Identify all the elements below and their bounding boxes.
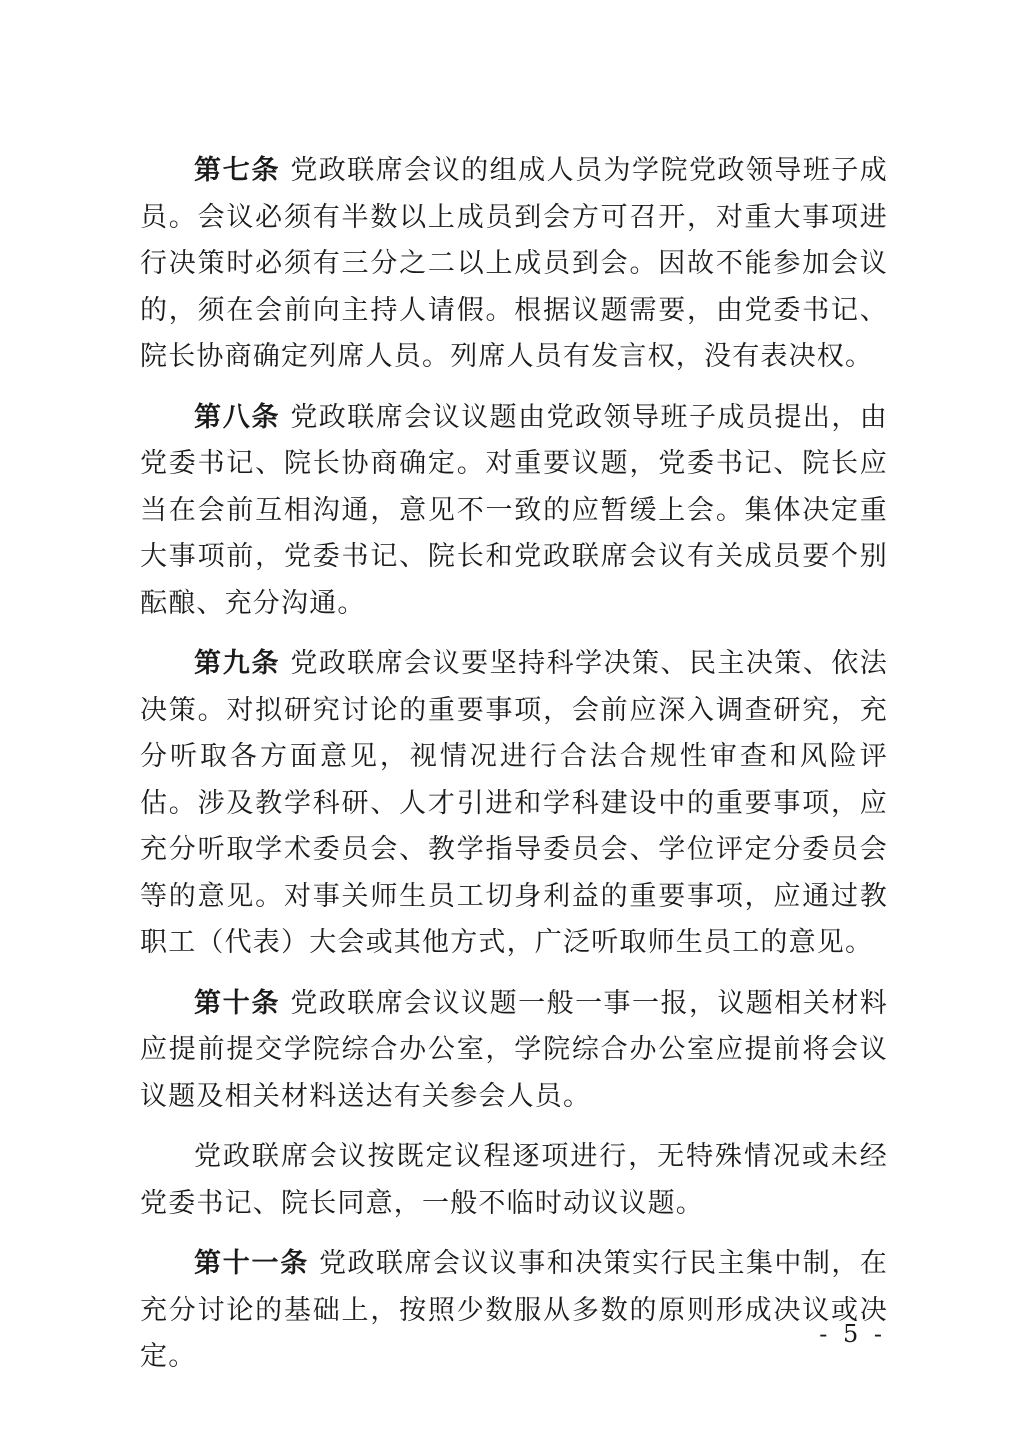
article-9-text: 党政联席会议要坚持科学决策、民主决策、依法决策。对拟研究讨论的重要事项，会前应深入调查研究，充分听取各方面意见，视情况进行合法合规性审查和风险评估。涉及教学科研、人才引进和学科建设中的重要事项，应充分听取学术委员会、教学指导委员会、学位评定分委员会等的意见。对事关师生员工切身利益的重要事项，应通过教职工（代表）大会或其他方式，广泛听取师生员工的意见。 — [140, 648, 889, 958]
article-11-text: 党政联席会议议事和决策实行民主集中制，在充分讨论的基础上，按照少数服从多数的原则形成决议或决定。 — [140, 1248, 889, 1372]
article-8-text: 党政联席会议议题由党政领导班子成员提出，由党委书记、院长协商确定。对重要议题，党委书记、院长应当在会前互相沟通，意见不一致的应暂缓上会。集体决定重大事项前，党委书记、院长和党政联席会议有关成员要个别酝酿、充分沟通。 — [140, 401, 889, 619]
article-10 — [140, 981, 888, 1121]
article-11 — [140, 1241, 888, 1381]
article-11-title: 第十一条 — [194, 1248, 310, 1279]
article-7-title: 第七条 — [194, 155, 281, 186]
page-number: - 5 - — [819, 1320, 886, 1348]
article-10-title: 第十条 — [194, 987, 281, 1019]
article-10-paragraph-2 — [140, 1134, 888, 1227]
article-8-title: 第八条 — [194, 401, 281, 433]
article-10-text: 党政联席会议议题一般一事一报，议题相关材料应提前提交学院综合办公室，学院综合办公室应提前将会议议题及相关材料送达有关参会人员。 — [140, 987, 889, 1112]
article-9 — [140, 641, 888, 967]
article-10-paragraph-2-text: 党政联席会议按既定议程逐项进行，无特殊情况或未经党委书记、院长同意，一般不临时动议议题。 — [140, 1141, 888, 1219]
article-7-text: 党政联席会议的组成人员为学院党政领导班子成员。会议必须有半数以上成员到会方可召开，对重大事项进行决策时必须有三分之二以上成员到会。因故不能参加会议的，须在会前向主持人请假。根据议题需要，由党委书记、院长协商确定列席人员。列席人员有发言权，没有表决权。 — [140, 155, 889, 372]
article-8 — [140, 395, 888, 628]
article-7 — [140, 148, 888, 381]
document-body — [140, 148, 888, 1395]
article-9-title: 第九条 — [194, 648, 281, 679]
